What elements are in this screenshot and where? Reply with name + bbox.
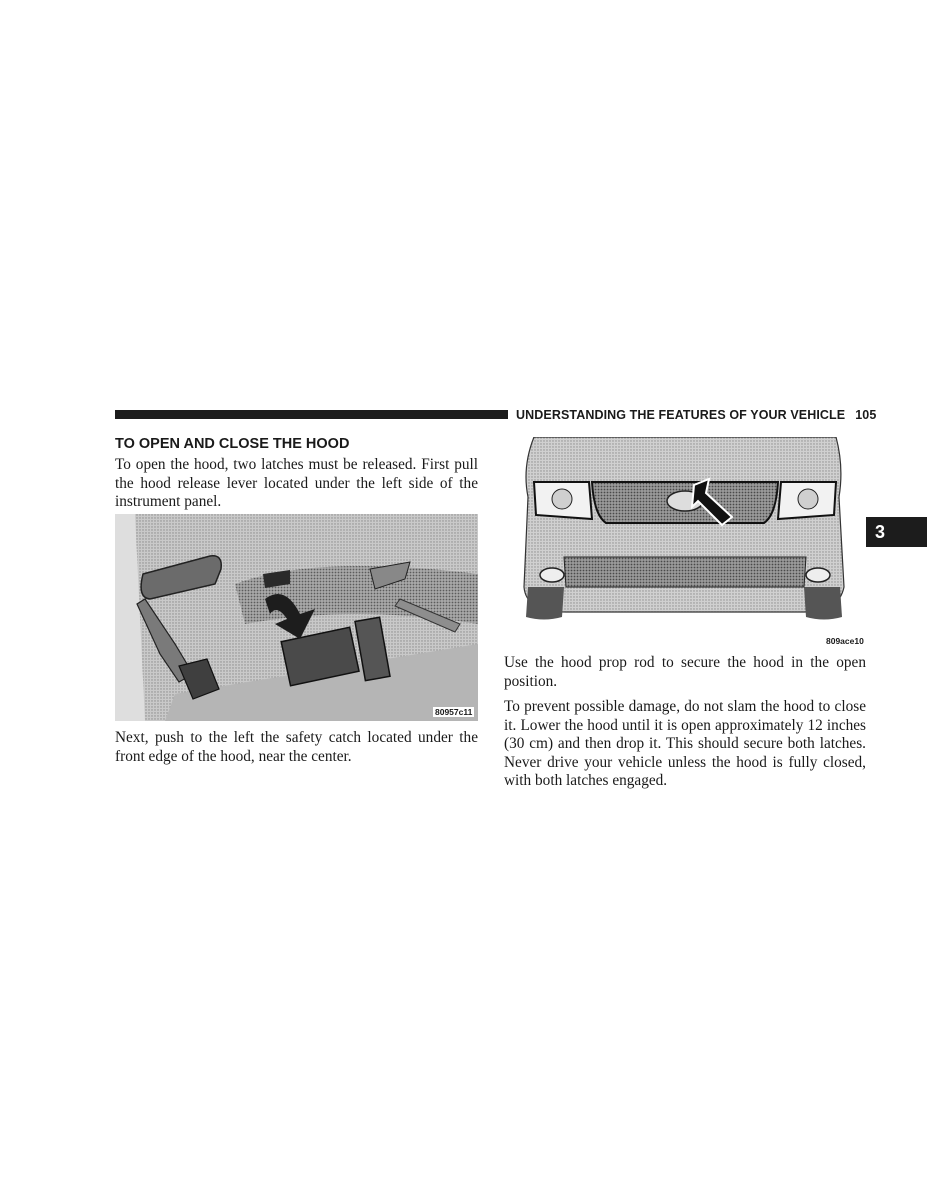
paragraph-prop-rod: Use the hood prop rod to secure the hood in the open position. (504, 654, 866, 690)
pedal-area-drawing (115, 514, 478, 721)
figure-code-left: 80957c11 (435, 707, 473, 717)
paragraph-open-hood: To open the hood, two latches must be released. First pull the hood release lever located under the left side of the instrument panel. (115, 456, 478, 510)
header-rule (115, 410, 508, 419)
page-number: 105 (855, 408, 877, 422)
chapter-tab: 3 (862, 517, 927, 547)
paragraph-safety-catch: Next, push to the left the safety catch located under the front edge of the hood, near the center. (115, 729, 478, 765)
figure-code-right: 809ace10 (826, 636, 864, 646)
vehicle-front-drawing (504, 437, 866, 637)
section-heading: TO OPEN AND CLOSE THE HOOD (115, 436, 350, 452)
hood-release-lever-illustration (115, 514, 478, 721)
hood-safety-catch-illustration (504, 437, 866, 637)
running-header (516, 408, 876, 422)
header-section-title: UNDERSTANDING THE FEATURES OF YOUR VEHICLE (516, 408, 846, 422)
paragraph-close-hood: To prevent possible damage, do not slam the hood to close it. Lower the hood until it is open approximately 12 inches (30 cm) and then drop it. This should secure both latches. Never drive your vehicle unless the hood is fully closed, with both latches engaged. (504, 698, 866, 789)
